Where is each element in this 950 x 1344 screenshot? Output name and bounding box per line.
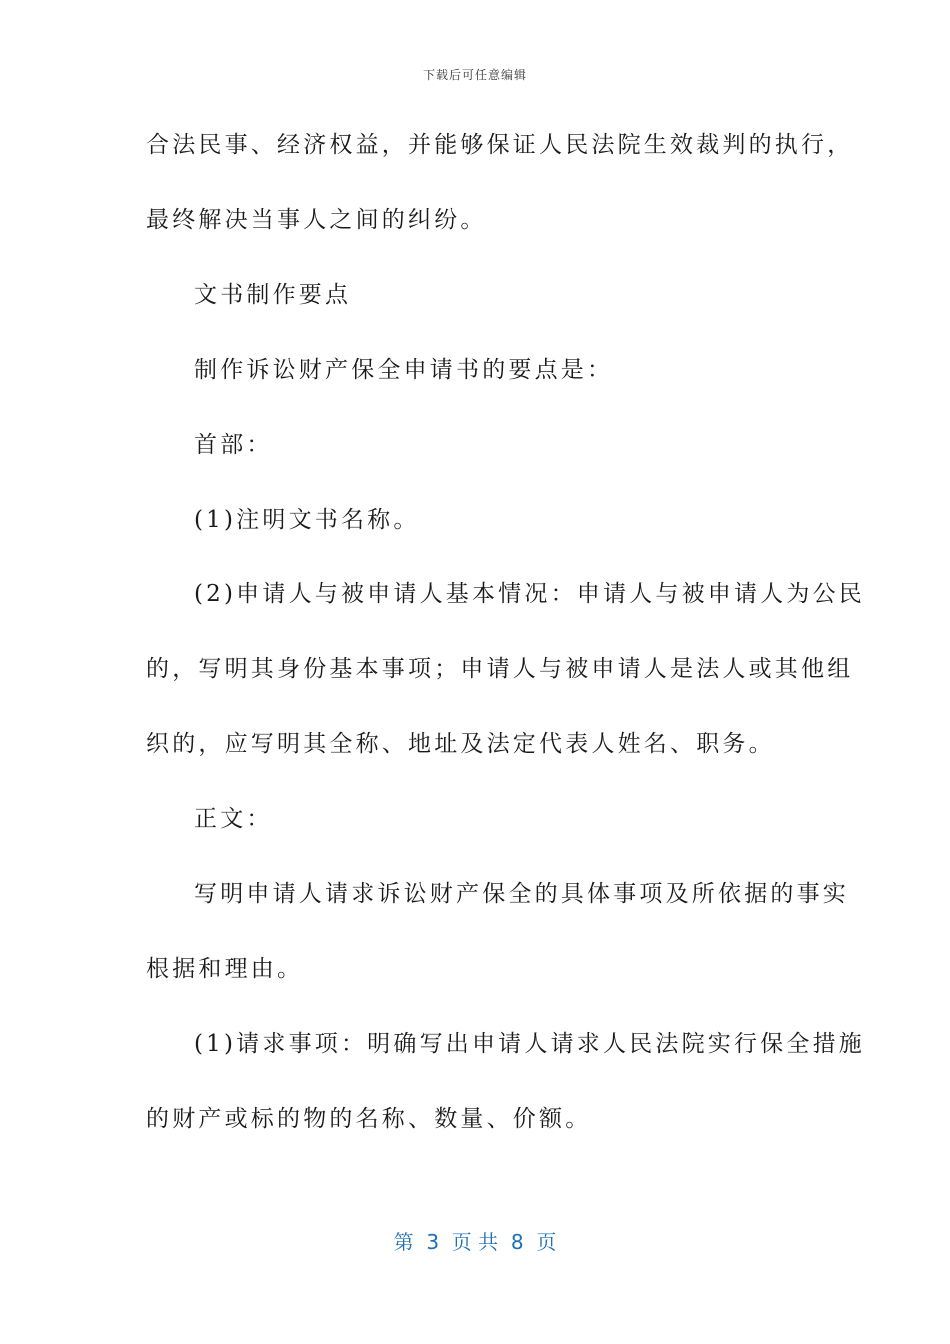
list-item: (2)申请人与被申请人基本情况：申请人与被申请人为公民 [194,581,865,607]
paragraph-line: 最终解决当事人之间的纠纷。 [146,207,487,233]
paragraph-line: 合法民事、经济权益，并能够保证人民法院生效裁判的执行， [146,132,854,158]
section-heading: 文书制作要点 [194,282,352,308]
section-heading: 首部： [194,432,273,458]
page-number: 第 3 页 共 8 页 [393,1230,557,1254]
section-heading: 正文： [194,806,273,832]
list-item: (1)请求事项：明确写出申请人请求人民法院实行保全措施 [194,1031,865,1057]
paragraph-line: 的，写明其身份基本事项；申请人与被申请人是法人或其他组 [146,656,854,682]
paragraph-line: 织的，应写明其全称、地址及法定代表人姓名、职务。 [146,731,775,757]
list-item: (1)注明文书名称。 [194,507,420,533]
paragraph-line: 的财产或标的物的名称、数量、价额。 [146,1106,592,1132]
paragraph-line: 制作诉讼财产保全申请书的要点是： [194,357,614,383]
paragraph-line: 写明申请人请求诉讼财产保全的具体事项及所依据的事实 [194,881,849,907]
paragraph-line: 根据和理由。 [146,956,304,982]
header-note: 下载后可任意编辑 [422,68,527,82]
